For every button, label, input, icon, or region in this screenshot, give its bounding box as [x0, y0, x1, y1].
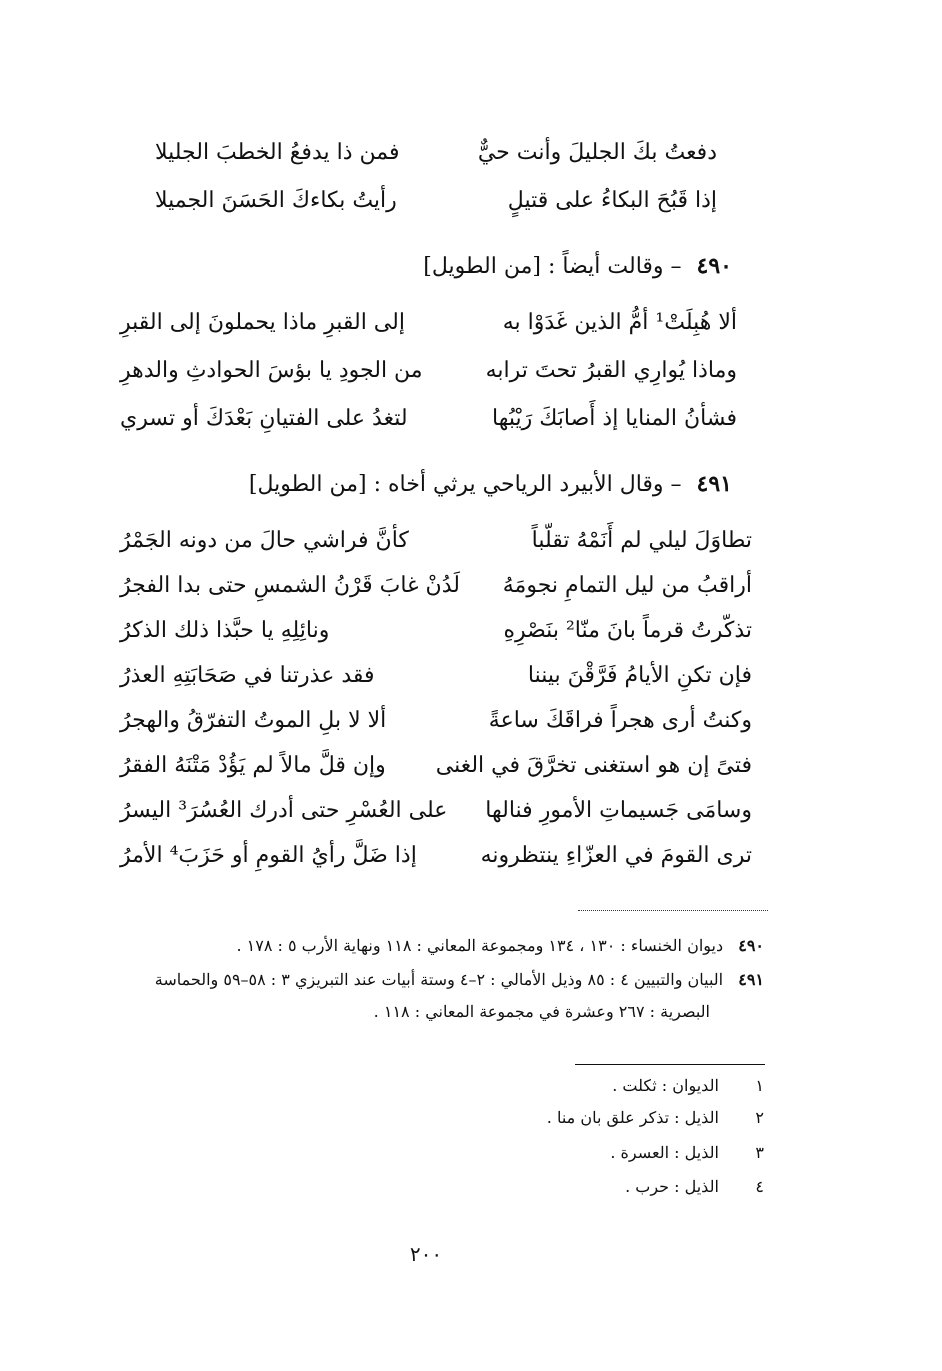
verse-first-hemistich: ترى القومَ في العزّاءِ ينتظرونه [480, 843, 752, 868]
sources-divider [578, 910, 768, 911]
footnote-text: الذيل : حرب . [625, 1177, 719, 1196]
footnote-text: الذيل : تذكر علق بان منا . [546, 1108, 719, 1127]
verse-line [120, 618, 752, 643]
poem-number: ٤٩٠ [696, 253, 732, 279]
verse-second-hemistich: إذا ضَلَّ رأيُ القومِ أو حَزَبَ⁴ الأمرُ [120, 843, 417, 868]
source-number: ٤٩٠ [738, 936, 764, 955]
source-entry [236, 936, 764, 955]
verse-second-hemistich: على العُسْرِ حتى أدرك العُسُرَ³ اليسرُ [120, 798, 448, 823]
verse-first-hemistich: وسامَى جَسيماتِ الأمورِ فنالها [485, 798, 752, 823]
verse-second-hemistich: لَدُنْ غابَ قَرْنُ الشمسِ حتى بدا الفجرُ [120, 573, 460, 598]
poem-heading [423, 253, 732, 279]
source-text: البصرية : ٢٦٧ وعشرة في مجموعة المعاني : ١١٨ . [373, 1002, 710, 1021]
poem-heading-text: – وقالت أيضاً : [من الطويل] [423, 254, 682, 279]
footnotes-divider [575, 1064, 765, 1065]
verse-first-hemistich: تذكّرتُ قرماً بانَ منّا² بنَصْرِهِ [503, 618, 752, 643]
verse-first-hemistich: أراقبُ من ليل التمامِ نجومَهُ [502, 573, 752, 598]
footnote-number: ٣ [755, 1143, 764, 1162]
verse-first-hemistich: وكنتُ أرى هجراً فراقَكَ ساعةً [488, 708, 752, 733]
footnote-number: ١ [755, 1076, 764, 1095]
verse-first-hemistich: وماذا يُوارِي القبرُ تحتَ ترابه [485, 358, 737, 383]
footnote-number: ٢ [755, 1108, 764, 1127]
verse-first-hemistich: ألا هُبِلَتْ¹ أمُّ الذين غَدَوْا به [502, 310, 737, 335]
verse-line [155, 188, 717, 213]
verse-second-hemistich: من الجودِ يا بؤسَ الحوادثِ والدهرِ [120, 358, 423, 383]
verse-line [120, 528, 752, 553]
footnote [612, 1076, 764, 1095]
source-continuation [374, 1002, 710, 1021]
source-text: البيان والتبيين ٤ : ٨٥ وذيل الأمالي : ٢–٤ وستة أبيات عند التبريزي ٣ : ٥٨–٥٩ والحماسة [154, 970, 724, 989]
verse-second-hemistich: فقد عذرتنا في صَحَابَتِهِ العذرُ [120, 663, 375, 688]
verse-second-hemistich: فمن ذا يدفعُ الخطبَ الجليلا [155, 140, 400, 165]
verse-first-hemistich: دفعتُ بكَ الجليلَ وأنت حيٌّ [477, 140, 717, 165]
poem-heading-text: – وقال الأبيرد الرياحي يرثي أخاه : [من الطويل] [248, 472, 682, 497]
poem-heading [249, 471, 732, 497]
verse-first-hemistich: فإن تكنِ الأيامُ فَرَّقْنَ بيننا [527, 663, 752, 688]
verse-first-hemistich: فشأنُ المنايا إذ أَصابَكَ رَيْبُها [492, 406, 737, 431]
footnote [625, 1177, 764, 1196]
verse-line [120, 843, 752, 868]
verse-second-hemistich: إلى القبرِ ماذا يحملونَ إلى القبرِ [120, 310, 405, 335]
verse-second-hemistich: رأيتُ بكاءكَ الحَسَنَ الجميلا [155, 188, 397, 213]
verse-line [120, 798, 752, 823]
footnote [547, 1108, 764, 1127]
source-text: ديوان الخنساء : ١٣٠ ، ١٣٤ ومجموعة المعاني : ١١٨ ونهاية الأرب ٥ : ١٧٨ . [236, 936, 724, 955]
verse-line [120, 708, 752, 733]
verse-line [120, 573, 752, 598]
footnote-text: الديوان : ثكلت . [612, 1076, 719, 1095]
source-number: ٤٩١ [738, 970, 764, 989]
verse-line [155, 140, 717, 165]
verse-second-hemistich: لتغدُ على الفتيانِ بَعْدَكَ أو تسري [120, 406, 408, 431]
verse-second-hemistich: وإن قلَّ مالاً لم يَؤُدْ مَتْنَهُ الفقرُ [120, 753, 386, 778]
verse-line [120, 753, 752, 778]
verse-line [120, 310, 737, 335]
verse-line [120, 358, 737, 383]
verse-second-hemistich: كأنَّ فراشي حالَ من دونه الجَمْرُ [120, 528, 409, 553]
page-number: ٢٠٠ [409, 1242, 443, 1266]
poem-number: ٤٩١ [696, 471, 732, 497]
footnote-text: الذيل : العسرة . [610, 1143, 719, 1162]
verse-first-hemistich: إذا قَبُحَ البكاءُ على قتيلٍ [507, 188, 717, 213]
footnote [610, 1143, 764, 1162]
verse-first-hemistich: فتىً إن هو استغنى تخرَّقَ في الغنى [435, 753, 752, 778]
source-entry [155, 970, 764, 989]
footnote-number: ٤ [755, 1177, 764, 1196]
verse-line [120, 663, 752, 688]
verse-line [120, 406, 737, 431]
verse-first-hemistich: تطاوَلَ ليلي لم أَنَمْهُ تقلّباً [531, 528, 752, 553]
verse-second-hemistich: ألا لا بلِ الموتُ التفرّقُ والهجرُ [120, 708, 387, 733]
verse-second-hemistich: ونائِلِهِ يا حبَّذا ذلك الذكرُ [120, 618, 330, 643]
